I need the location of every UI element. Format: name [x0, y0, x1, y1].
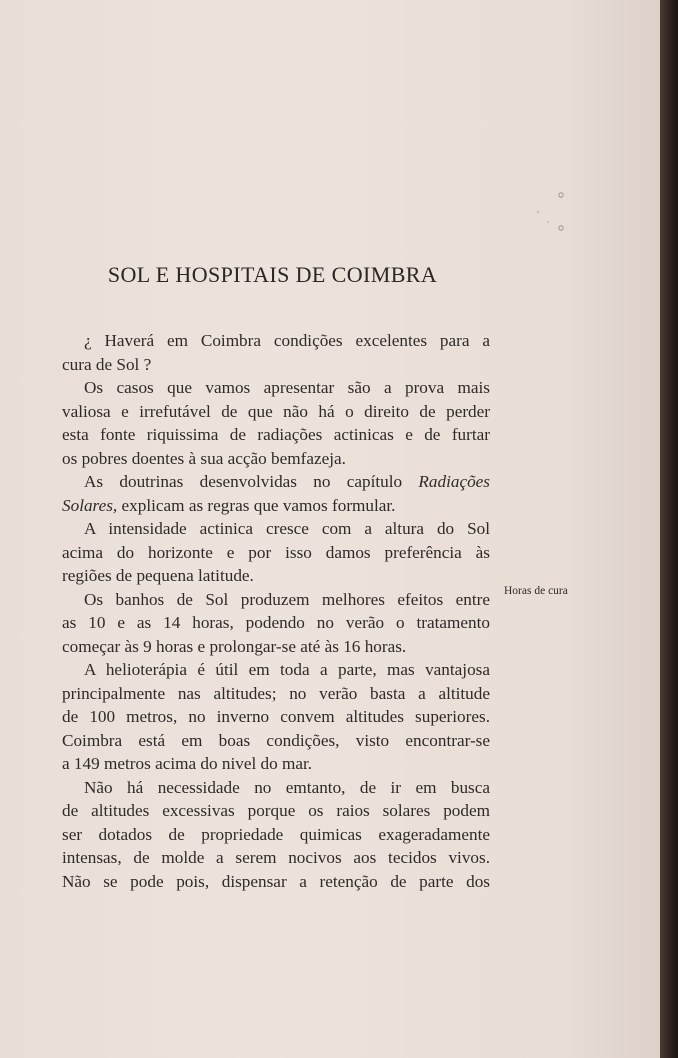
text-line	[62, 400, 490, 424]
line-text: Não há necessidade no emtanto, de ir em busca	[84, 777, 490, 797]
line-text: os pobres doentes à sua acção bemfazeja.	[62, 448, 346, 468]
margin-note: Horas de cura	[504, 585, 568, 597]
text-line	[62, 682, 490, 706]
italic-text: Radiações	[418, 472, 490, 491]
text-line	[62, 870, 490, 894]
text-line	[62, 470, 490, 494]
text-line	[62, 494, 490, 518]
line-text: cura de Sol ?	[62, 354, 152, 374]
text-line	[62, 329, 490, 353]
page-title: SOL E HOSPITAIS DE COIMBRA	[107, 262, 438, 287]
text-line	[62, 353, 490, 377]
text-line	[62, 658, 490, 682]
line-text: de 100 metros, no inverno convem altitudes superiores.	[62, 707, 490, 726]
line-text: valiosa e irrefutável de que não há o direito de perder	[62, 401, 490, 421]
italic-text: Solares,	[62, 495, 118, 515]
paper-specks	[530, 182, 580, 242]
text-line	[62, 776, 490, 800]
line-text: ser dotados de propriedade quimicas exageradamente	[62, 824, 490, 844]
line-text: de altitudes excessivas porque os raios solares podem	[62, 801, 490, 820]
text-line	[62, 517, 490, 541]
text-line	[62, 588, 490, 612]
text-line	[62, 823, 490, 847]
body-text	[62, 329, 490, 893]
line-text: Coimbra está em boas condições, visto encontrar-se	[62, 730, 490, 750]
text-line	[62, 447, 490, 471]
text-line	[62, 752, 490, 776]
line-text: a 149 metros acima do nivel do mar.	[62, 754, 313, 773]
line-text: acima do horizonte e por isso damos preferência às	[62, 542, 490, 562]
line-text: Os banhos de Sol produzem melhores efeitos entre	[84, 589, 490, 609]
text-line	[62, 799, 490, 823]
line-text: esta fonte riquissima de radiações actinicas e de furtar	[62, 425, 490, 444]
line-text: A helioterápia é útil em toda a parte, mas vantajosa	[84, 660, 490, 679]
text-line	[62, 541, 490, 565]
text-line	[62, 846, 490, 870]
text-line	[62, 705, 490, 729]
text-line	[62, 564, 490, 588]
text-line	[62, 635, 490, 659]
text-line	[62, 376, 490, 400]
line-text: ¿ Haverá em Coimbra condições excelentes para a	[84, 331, 490, 350]
line-text: principalmente nas altitudes; no verão basta a altitude	[62, 683, 490, 703]
text-line	[62, 729, 490, 753]
text-line	[62, 611, 490, 635]
line-text: Não se pode pois, dispensar a retenção de parte dos	[62, 871, 490, 891]
line-text: A intensidade actinica cresce com a altura do Sol	[84, 519, 490, 538]
line-text: regiões de pequena latitude.	[62, 566, 254, 585]
line-text: explicam as regras que vamos formular.	[121, 495, 396, 515]
line-text: Os casos que vamos apresentar são a prova mais	[84, 378, 490, 397]
line-text: as 10 e as 14 horas, podendo no verão o tratamento	[62, 613, 490, 632]
book-spine	[660, 0, 678, 1058]
text-line	[62, 423, 490, 447]
line-text: intensas, de molde a serem nocivos aos tecidos vivos.	[62, 848, 490, 867]
line-text: começar às 9 horas e prolongar-se até às 16 horas.	[62, 636, 407, 656]
line-text: As doutrinas desenvolvidas no capítulo	[84, 472, 403, 491]
